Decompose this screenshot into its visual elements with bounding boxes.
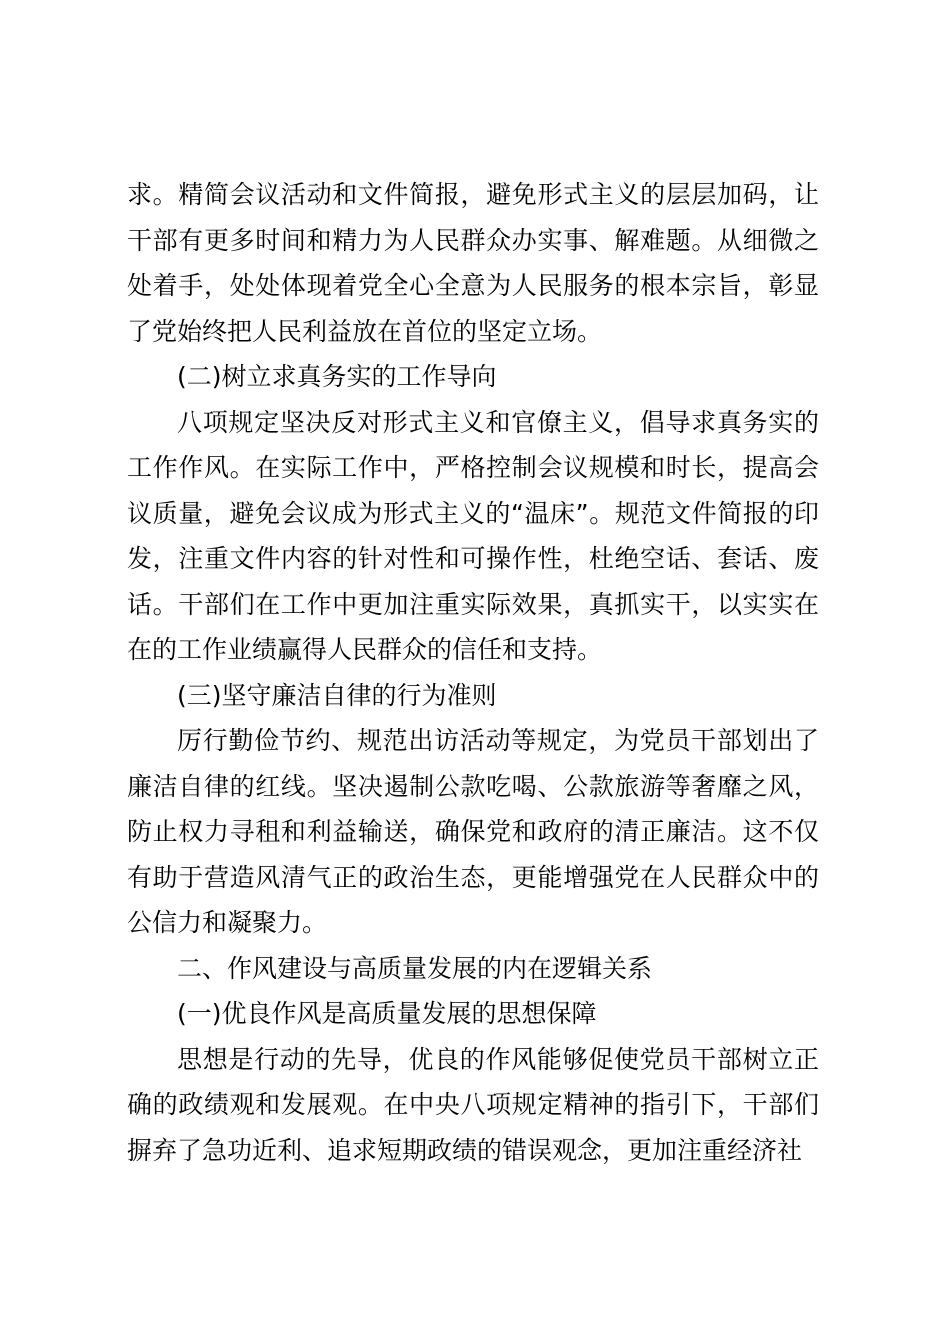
paragraph-pragmatic-work: 八项规定坚决反对形式主义和官僚主义，倡导求真务实的工作作风。在实际工作中，严格控制会议规模和时长，提高会议质量，避免会议成为形式主义的“温床”。规范文件简报的印发，注重文件内容的针对性和可操作性，杜绝空话、套话、废话。干部们在工作中更加注重实际效果，真抓实干，以实实在在的工作业绩赢得人民群众的信任和支持。 bbox=[127, 407, 819, 664]
paragraph-ideological-guarantee: 思想是行动的先导，优良的作风能够促使党员干部树立正确的政绩观和发展观。在中央八项规定精神的指引下，干部们摒弃了急功近利、追求短期政绩的错误观念，更加注重经济社 bbox=[127, 1044, 819, 1165]
section-heading-3: (三)坚守廉洁自律的行为准则 bbox=[177, 680, 497, 710]
section-heading-1: (一)优良作风是高质量发展的思想保障 bbox=[177, 999, 597, 1028]
paragraph-integrity: 厉行勤俭节约、规范出访活动等规定，为党员干部划出了廉洁自律的红线。坚决遏制公款吃喝、公款旅游等奢靡之风，防止权力寻租和利益输送，确保党和政府的清正廉洁。这不仅有助于营造风清气正的政治生态，更能增强党在人民群众中的公信力和凝聚力。 bbox=[127, 726, 819, 937]
document-body bbox=[127, 172, 819, 1173]
chapter-heading-2: 二、作风建设与高质量发展的内在逻辑关系 bbox=[177, 953, 653, 983]
section-heading-2: (二)树立求真务实的工作导向 bbox=[177, 362, 497, 391]
paragraph-continuation: 求。精简会议活动和文件简报，避免形式主义的层层加码，让干部有更多时间和精力为人民群众办实事、解难题。从细微之处着手，处处体现着党全心全意为人民服务的根本宗旨，彰显了党始终把人民利益放在首位的坚定立场。 bbox=[127, 180, 819, 346]
